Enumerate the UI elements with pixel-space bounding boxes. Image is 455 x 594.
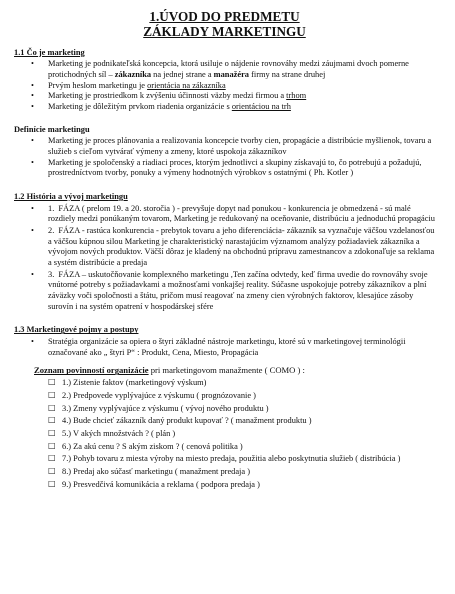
phase-item: • 2. FÁZA - rastúca konkurencia - prebytok tovaru a jeho diferenciácia- zákazník sa vyznačuje väčšou vzdelanosťou a väčšou kúpnou silou Marketing je charakteristický narastajúcim významom analýzy požiadaviek zákazníka a vývojom nových produktov. Väčší dôraz je kladený na obchodnú prípravu zamestnancov a zdokonaľuje sa reklama a systém distribúcie a predaja — [48, 226, 435, 269]
section-heading-1-2: 1.2 História a vývoj marketingu — [14, 191, 128, 201]
list-item: • Marketing je podnikateľská koncepcia, ktorá usiluje o nájdenie rovnováhy medzi záujmami dvoch pomerne protichodných síl – zákazníka na jednej strane a manažéra firmy na strane druhej — [48, 59, 435, 80]
list-item: • Stratégia organizácie sa opiera o štyri základné nástroje marketingu, ktoré sú v marketingovej terminológii označované ako „ štyri P“ : Produkt, Cena, Miesto, Propagácia — [48, 337, 435, 358]
list-item: □ 4.) Bude chcieť zákazník daný produkt kupovať ? ( manažment produktu ) — [62, 416, 435, 427]
list-item: □ 9.) Presvedčivá komunikácia a reklama ( podpora predaja ) — [62, 480, 435, 491]
document-title — [14, 10, 435, 40]
section-1-1-list — [14, 59, 435, 112]
organization-duties-heading: Zoznam povinností organizácie pri marketingovom manažmente ( COMO ) : — [34, 365, 305, 376]
list-item: • Marketing je spoločenský a riadiaci proces, ktorým jednotlivci a skupiny získavajú to, čo potrebujú a požadujú, prostredníctvom tvorby, ponuky a výmeny hodnotných výrobkov s ostatnými ( Ph. Kotler ) — [48, 158, 435, 179]
phase-item: • 3. FÁZA – uskutočňovanie komplexného marketingu ,Ten začína odvtedy, keď firma uvedie do rovnováhy svoje vnútorné potreby s požiadavkami a možnosťami vonkajšej reality. Súčasne uspokojuje potreby zákazníkov a plní záväzky voči spoločnosti a štátu, pričom musí reagovať na zmeny cien výrobných faktorov, klesajúce zásoby surovín i na systém opatrení v hospodárskej sfére — [48, 270, 435, 313]
history-phase-list — [14, 204, 435, 313]
phase-item: • 1. FÁZA ( prelom 19. a 20. storočia ) - prevyšuje dopyt nad ponukou - konkurencia je obmedzená - sú malé rozdiely medzi ponúkaným tovarom, Marketing je redukovaný na oceňovanie, distribúciu a jednoduchú propagáciu — [48, 204, 435, 225]
list-item: □ 2.) Predpovede vyplývajúce z výskumu ( prognózovanie ) — [62, 391, 435, 402]
list-item: • Marketing je dôležitým prvkom riadenia organizácie s orientáciou na trh — [48, 102, 435, 113]
list-item: □ 3.) Zmeny vyplývajúce z výskumu ( vývoj nového produktu ) — [62, 404, 435, 415]
list-item: □ 8.) Predaj ako súčasť marketingu ( manažment predaja ) — [62, 467, 435, 478]
title-line-1: 1.ÚVOD DO PREDMETU — [149, 9, 300, 24]
section-1-3-list — [14, 337, 435, 358]
title-line-2: ZÁKLADY MARKETINGU — [143, 23, 306, 39]
definitions-list — [14, 136, 435, 179]
list-item: • Marketing je prostriedkom k zvýšeniu účinnosti väzby medzi firmou a trhom — [48, 91, 435, 102]
list-item: □ 1.) Zistenie faktov (marketingový výskum) — [62, 378, 435, 389]
list-item: □ 6.) Za akú cenu ? S akým ziskom ? ( cenová politika ) — [62, 442, 435, 453]
list-item: □ 5.) V akých množstvách ? ( plán ) — [62, 429, 435, 440]
definitions-heading: Definície marketingu — [14, 124, 90, 134]
list-item: □ 7.) Pohyb tovaru z miesta výroby na miesto predaja, použitia alebo poskytnutia služieb ( distribúcia ) — [62, 454, 435, 465]
section-heading-1-3: 1.3 Marketingové pojmy a postupy — [14, 325, 139, 335]
section-heading-1-1: 1.1 Čo je marketing — [14, 47, 85, 57]
list-item: • Marketing je proces plánovania a realizovania koncepcie tvorby cien, propagácie a distribúcie myšlienok, tovaru a služieb s cieľom vytvárať výmeny a zmeny, ktoré uspokoja zákazníkov — [48, 136, 435, 157]
list-item: • Prvým heslom marketingu je orientácia na zákazníka — [48, 81, 435, 92]
organization-duties-list — [14, 378, 435, 490]
